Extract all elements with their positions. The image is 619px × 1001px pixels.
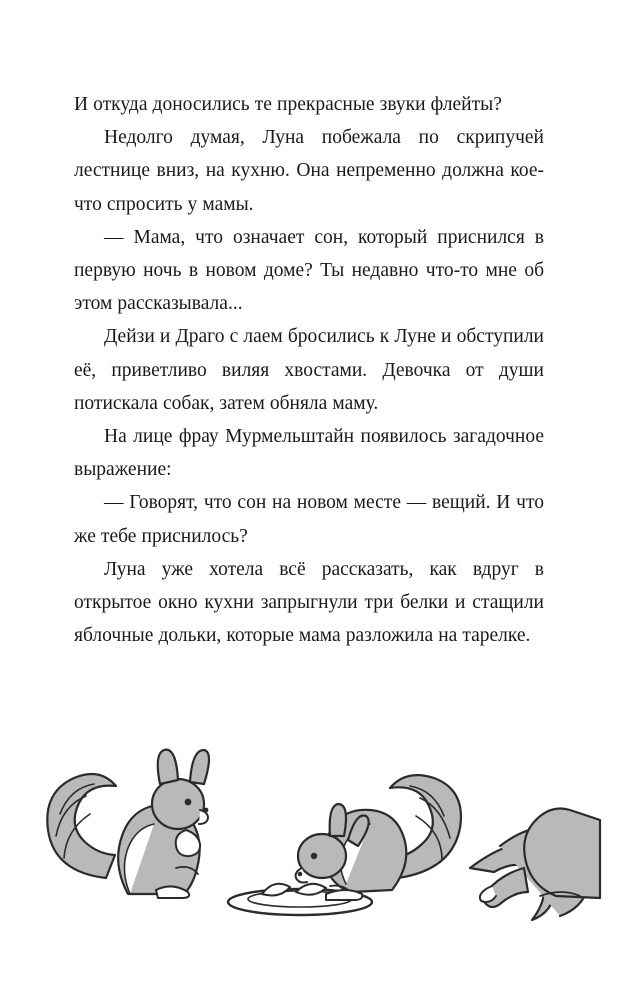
middle-squirrel-nose xyxy=(298,872,303,877)
left-squirrel-tail xyxy=(47,774,116,878)
left-squirrel-nose xyxy=(204,808,209,813)
left-squirrel-eye xyxy=(185,799,192,806)
left-squirrel-head xyxy=(152,779,204,829)
illustration-drawing xyxy=(0,718,619,958)
middle-squirrel-eye xyxy=(311,853,317,859)
paragraph: — Говорят, что сон на новом месте — вещий. И что же тебе приснилось? xyxy=(74,492,544,547)
middle-squirrel-foot xyxy=(326,890,362,900)
paragraph: Дейзи и Драго с лаем бросились к Луне и обступили её, приветливо виляя хвостами. Девочка от души потискала собак, затем обняла маму. xyxy=(74,326,544,414)
paragraph: — Мама, что означает сон, который приснился в первую ночь в новом доме? Ты недавно что-то мне об этом рассказывала... xyxy=(74,226,544,315)
paragraph: Недолго думая, Луна побежала по скрипучей лестнице вниз, на кухню. Она непременно должна кое-что спросить у мамы. xyxy=(74,127,544,215)
paragraph: И откуда доносились те прекрасные звуки флейты? xyxy=(74,94,502,115)
squirrels-eating-apple-slices-illustration xyxy=(0,718,619,958)
paragraph: На лице фрау Мурмельштайн появилось загадочное выражение: xyxy=(74,426,544,481)
middle-squirrel-head xyxy=(298,834,346,878)
middle-squirrel-ear xyxy=(330,804,346,836)
left-squirrel-ear xyxy=(190,750,209,784)
page-text-block xyxy=(74,88,544,652)
left-squirrel-ear xyxy=(158,750,178,784)
paragraph: Луна уже хотела всё рассказать, как вдруг в открытое окно кухни запрыгнули три белки и стащили яблочные дольки, которые мама разложила на тарелке. xyxy=(74,558,544,647)
